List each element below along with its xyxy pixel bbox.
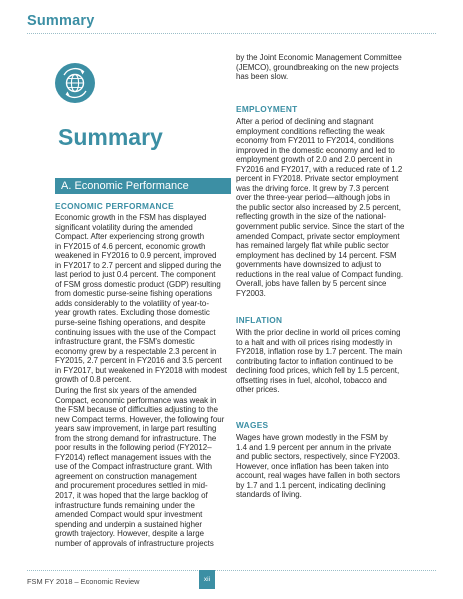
compact-history-paragraph: During the first six years of the amended Compact, economic performance was weak in the FSM because of difficulties adjusting to the new Compact terms. However, the following four years saw improvement, in large part resulting from the strong demand for infrastructure. The poor results in the following period (FY2012– FY2014) reflect management issues with the use of the Compact infrastructure grant. With agreement on construction management and procurement procedures settled in mid- 2017, it was hoped that the large backlog of infrastructure funds remaining under the amended Compact would spur investment spending and underpin a sustained higher growth trajectory. However, despite a large number of approvals of infrastructure projects	[55, 386, 225, 548]
page-header-title: Summary	[27, 13, 95, 29]
inflation-paragraph: With the prior decline in world oil prices coming to a halt and with oil prices rising modestly in FY2018, inflation rose by 1.7 percent. The main contributing factor to inflation continued to be declining food prices, which fell by 1.5 percent, offsetting rises in fuel, alcohol, tobacco and other prices.	[236, 328, 403, 395]
footer-text: FSM FY 2018 – Economic Review	[27, 577, 140, 586]
economic-performance-heading: ECONOMIC PERFORMANCE	[55, 201, 174, 211]
continued-paragraph: by the Joint Economic Management Committee (JEMCO), groundbreaking on the new projects has been slow.	[236, 53, 402, 82]
globe-arrows-icon	[55, 63, 95, 103]
economic-performance-paragraph: Economic growth in the FSM has displayed significant volatility during the amended Compact. After experiencing strong growth in FY2015 of 4.6 percent, economic growth weakened in FY2016 to 0.9 percent, improved in FY2017 to 2.7 percent and slipped during the last period to just 0.4 percent. The component of FSM gross domestic product (GDP) resulting from domestic purse-seine fishing operations adds considerably to the volatility of year-to- year growth rates. Excluding those domestic purse-seine fishing operations, and despite continuing issues with the use of the Compact infrastructure grant, the FSM's domestic economy grew by a respectable 2.3 percent in FY2015, 2.7 percent in FY2016 and 3.5 percent in FY2017, but weakened in FY2018 with modest growth of 0.8 percent.	[55, 213, 227, 385]
header-divider	[27, 33, 436, 34]
section-bar: A. Economic Performance	[55, 178, 231, 194]
inflation-heading: INFLATION	[236, 315, 283, 325]
employment-paragraph: After a period of declining and stagnant employment conditions reflecting the weak economy from FY2011 to FY2014, conditions improved in the domestic economy and led to employment growth of 2.0 and 2.0 percent in FY2016 and FY2017, with a reduced rate of 1.2 percent in FY2018. Private sector employment was the driving force. It grew by 7.3 percent over the three-year period—although jobs in the public sector also increased by 2.5 percent, reflecting growth in the size of the national- government public service. Since the start of the amended Compact, private sector employment has remained largely flat while public sector employment has declined by 14 percent. FSM governments have downsized to adjust to reductions in the real value of Compact funding. Overall, jobs have fallen by 5 percent since FY2003.	[236, 117, 405, 298]
employment-heading: EMPLOYMENT	[236, 104, 298, 114]
page-number: xii	[199, 570, 215, 589]
wages-paragraph: Wages have grown modestly in the FSM by 1.4 and 1.9 percent per annum in the private and public sectors, respectively, since FY2003. However, once inflation has been taken into account, real wages have fallen in both sectors by 1.7 and 1.1 percent, indicating declining standards of living.	[236, 433, 401, 500]
footer-divider	[27, 570, 436, 571]
page-title: Summary	[58, 124, 163, 150]
wages-heading: WAGES	[236, 420, 269, 430]
